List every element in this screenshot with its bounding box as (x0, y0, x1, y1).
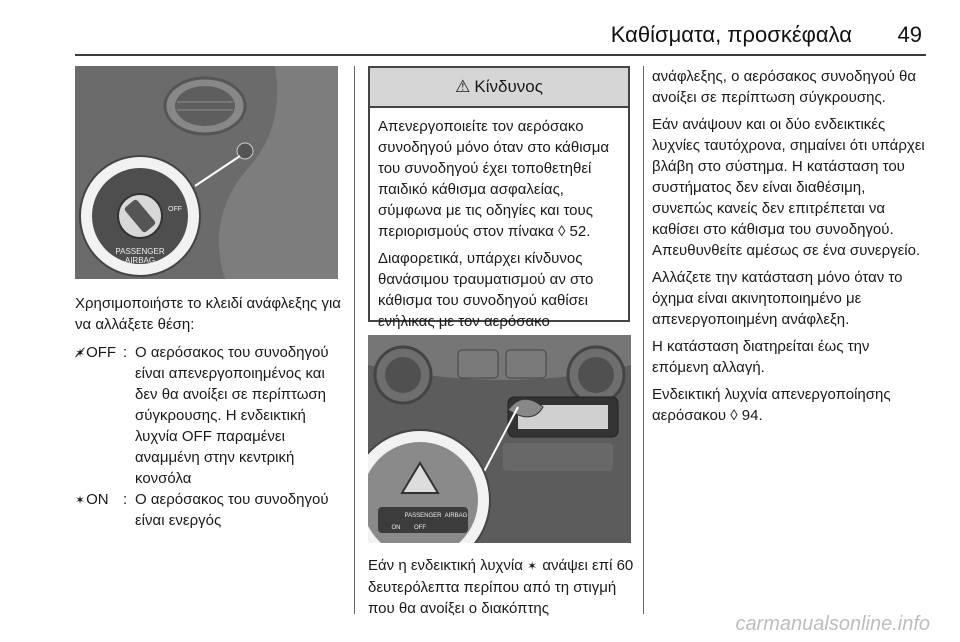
indicator-text (368, 555, 636, 619)
airbag-on-icon: ✶ (75, 493, 85, 507)
watermark: carmanualsonline.info (735, 613, 930, 635)
warning-body (370, 108, 628, 353)
figure-dashboard-indicator (368, 335, 631, 543)
figure1-label-passenger: PASSENGER (115, 247, 165, 256)
figure2-label-airbag: AIRBAG (444, 513, 468, 519)
paragraph: Εάν ανάψουν και οι δύο ενδεικτικές λυχνίες ταυτόχρονα, σημαίνει ότι υπάρχει βλάβη στο σύστημα. Η κατάσταση του συστήματος δεν είναι διαθέσιμη, συνεπώς κανείς δεν επιτρέπεται να καθίσει στο κάθισμα του συνοδηγού. Απευθυνθείτε αμέσως σε ένα συνεργείο. (652, 116, 925, 259)
airbag-on-icon: ✶ (527, 559, 537, 573)
column-3-text (652, 66, 930, 432)
paragraph: Η κατάσταση διατηρείται έως την επόμενη αλλαγή. (652, 338, 870, 376)
warning-box (368, 66, 630, 330)
switch-positions-list (75, 342, 345, 531)
list-item-definition: Ο αερόσακος του συνοδηγού είναι ενεργός (135, 491, 329, 529)
figure-dashboard-indicator-drawing (368, 335, 631, 543)
figure-airbag-key-switch-drawing (75, 66, 338, 279)
list-item (75, 489, 345, 531)
list-item-term: ✶̸ OFF (75, 342, 123, 489)
header-rule (75, 54, 926, 56)
figure2-label-passenger: PASSENGER (404, 513, 442, 519)
figure1-label-off: OFF (168, 206, 182, 213)
list-item-term: ✶ ON (75, 489, 123, 531)
intro-text: Χρησιμοποιήστε το κλειδί ανάφλεξης για να αλλάξετε θέση: (75, 295, 341, 333)
warning-triangle-icon: ⚠ (455, 77, 471, 96)
list-item-colon: : (123, 491, 128, 508)
page-header-title: Καθίσματα, προσκέφαλα (610, 22, 852, 47)
list-item-definition: Ο αερόσακος του συνοδηγού είναι απενεργοποιημένος και δεν θα ανοίξει σε περίπτωση σύγκρουσης. Η ενδεικτική λυχνία OFF παραμένει αναμμένη στην κεντρική κονσόλα (135, 344, 329, 487)
indicator-text-end: ανάψει επί 60 δευτερόλεπτα περίπου από τη στιγμή που θα ανοίξει ο διακόπτης (368, 557, 634, 617)
warning-title: Κίνδυνος (474, 77, 543, 96)
figure2-label-on: ON (391, 525, 401, 531)
warning-paragraph: Διαφορετικά, υπάρχει κίνδυνος θανάσιμου τραυματισμού αν στο κάθισμα του συνοδηγού καθίσει ενήλικας με τον αερόσακο (378, 250, 594, 330)
list-item (75, 342, 345, 489)
column-divider-2 (643, 66, 644, 614)
figure1-label-airbag: AIRBAG (124, 256, 156, 265)
warning-header (370, 68, 628, 108)
column-divider-1 (354, 66, 355, 614)
paragraph: Ενδεικτική λυχνία απενεργοποίησης αερόσακου ◊ 94. (652, 386, 891, 424)
page-number: 49 (897, 22, 922, 47)
paragraph: Αλλάζετε την κατάσταση μόνο όταν το όχημα είναι ακινητοποιημένο με απενεργοποιημένη ανάφλεξη. (652, 269, 903, 328)
warning-paragraph: Απενεργοποιείτε τον αερόσακο συνοδηγού μόνο όταν στο κάθισμα του συνοδηγού έχει τοποθετηθεί παιδικό κάθισμα ασφαλείας, σύμφωνα με τις οδηγίες και τους περιορισμούς στον πίνακα ◊ 52. (378, 118, 610, 240)
airbag-off-icon: ✶̸ (75, 346, 85, 360)
list-item-colon: : (123, 344, 128, 361)
figure-airbag-key-switch (75, 66, 338, 279)
paragraph: ανάφλεξης, ο αερόσακος συνοδηγού θα ανοίξει σε περίπτωση σύγκρουσης. (652, 68, 917, 106)
indicator-text-start: Εάν η ενδεικτική λυχνία (368, 557, 523, 574)
figure2-label-off: OFF (414, 525, 426, 531)
